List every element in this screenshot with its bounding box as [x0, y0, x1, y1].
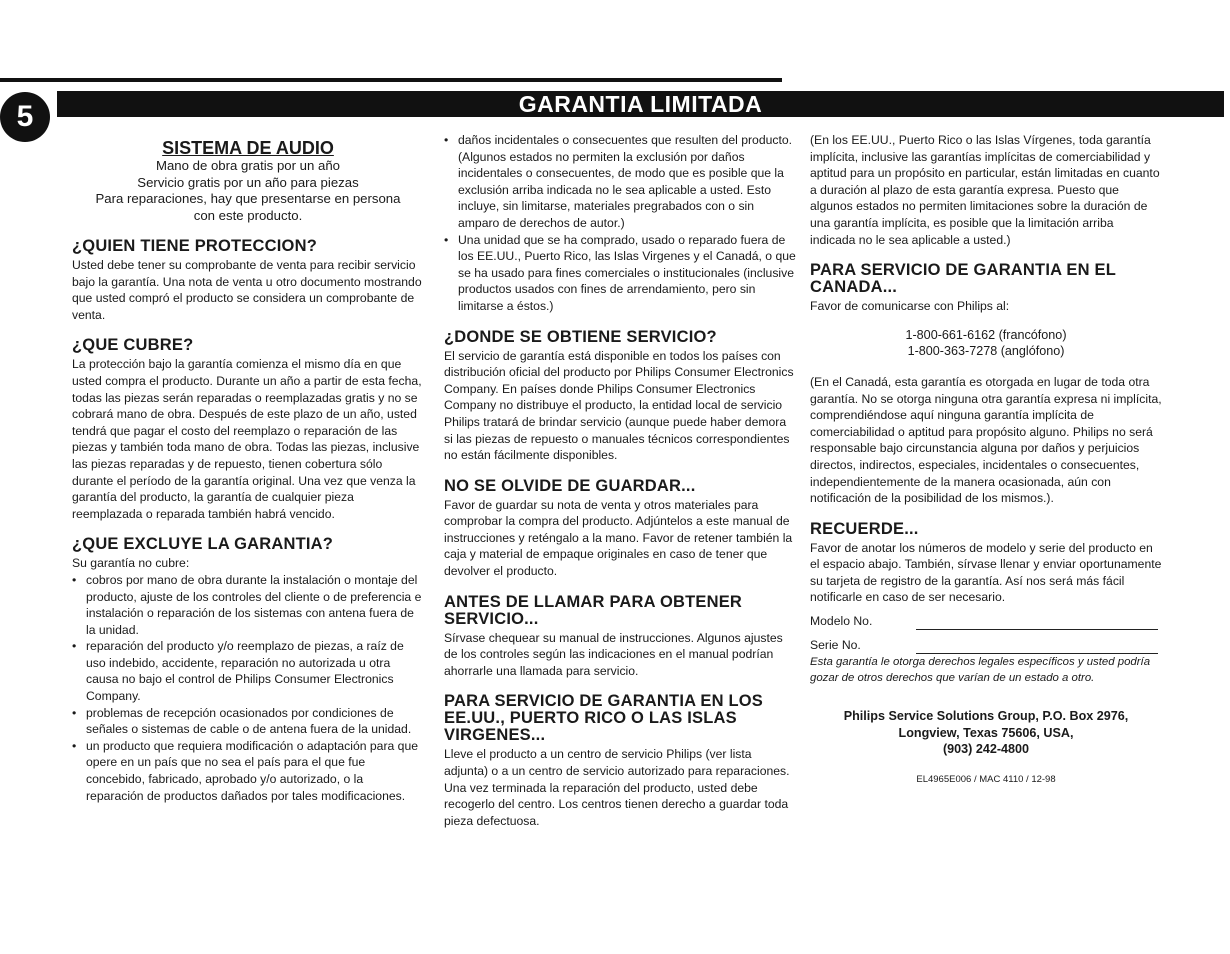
- address-line: Philips Service Solutions Group, P.O. Box 2976,: [843, 709, 1129, 724]
- section-number-badge: 5: [0, 92, 50, 142]
- summary-line: Servicio gratis por un año para piezas: [137, 174, 359, 190]
- serial-label: Serie No.: [810, 638, 861, 653]
- summary-line: con este producto.: [193, 207, 303, 223]
- save-heading: NO SE OLVIDE DE GUARDAR...: [444, 476, 696, 495]
- column-left: [72, 132, 424, 804]
- model-number-row: [810, 612, 1162, 630]
- service-address: [810, 708, 1162, 758]
- remember-text: Favor de anotar los números de modelo y serie del producto en el espacio abajo. También, sírvase llenar y enviar oportunamente su tarjeta de registro de la garantía. Así nos será más fácil notificarle en caso de ser necesario.: [810, 540, 1162, 605]
- document-code: EL4965E006 / MAC 4110 / 12-98: [916, 773, 1056, 785]
- implied-warranty-text: (En los EE.UU., Puerto Rico o las Islas Vírgenes, toda garantía implícita, inclusive las garantías implícitas de comerciabilidad y aptitud para un propósito en particular, están limitadas en cuanto a duración al plazo de esta garantía expresa. Puesto que algunos estados no permiten limitaciones sobre la duración de una garantía implícita, es posible que la limitación arriba indicada no le sea aplicable a usted.): [810, 133, 1160, 247]
- excludes-heading: ¿QUE EXCLUYE LA GARANTIA?: [72, 535, 334, 554]
- where-text: El servicio de garantía está disponible en todos los países con distribución oficial del producto por Philips Consumer Electronics Company. En países donde Philips Consumer Electronics Company no distribuye el producto, la entidad local de servicio Philips tratará de brindar servicio (aunque puede haber demora si las piezas de repuesto o manuales técnicos correspondientes no están fácilmente disponibles.: [444, 348, 794, 463]
- list-item: • cobros por mano de obra durante la instalación o montaje del producto, ajuste de los controles del cliente o de preferencia e instalación o reparación de los sistemas con antena fuera de la unidad.: [72, 572, 424, 638]
- who-text: Usted debe tener su comprobante de venta para recibir servicio bajo la garantía. Una nota de venta u otro documento mostrando que usted compró el producto se considera un comprobante de venta.: [72, 258, 422, 322]
- legal-rights-note: Esta garantía le otorga derechos legales específicos y usted podría gozar de otros derechos que varían de un estado a otro.: [810, 656, 1151, 685]
- before-heading: ANTES DE LLAMAR PARA OBTENER SERVICIO...: [444, 592, 743, 628]
- page-title: GARANTIA LIMITADA: [57, 91, 1224, 117]
- remember-heading: RECUERDE...: [810, 519, 919, 538]
- canada-heading: PARA SERVICIO DE GARANTIA EN EL CANADA...: [810, 261, 1116, 297]
- list-item: • reparación del producto y/o reemplazo de piezas, a raíz de uso indebido, accidente, reparación no autorizada u otra causa no bajo el control de Philips Consumer Electronics Company.: [72, 638, 424, 704]
- covers-heading: ¿QUE CUBRE?: [72, 336, 194, 355]
- us-service-heading: PARA SERVICIO DE GARANTIA EN LOS EE.UU., PUERTO RICO O LAS ISLAS VIRGENES...: [444, 692, 764, 745]
- excludes-list: [72, 572, 424, 804]
- where-heading: ¿DONDE SE OBTIENE SERVICIO?: [444, 327, 717, 346]
- excludes-intro: Su garantía no cubre:: [72, 556, 190, 571]
- save-text: Favor de guardar su nota de venta y otros materiales para comprobar la compra del producto. Adjúntelos a este manual de instrucciones y reténgalo a la mano. Favor de retener también la caja y material de empaque originales en caso de tener que devolver el producto.: [444, 497, 793, 579]
- canada-intro: Favor de comunicarse con Philips al:: [810, 299, 1010, 314]
- phone-english: 1-800-363-7278 (anglófono): [907, 344, 1065, 359]
- serial-number-line: [916, 641, 1158, 654]
- list-item: • problemas de recepción ocasionados por condiciones de señales o sistemas de cable o de antena fuera de la unidad.: [72, 705, 424, 738]
- serial-number-row: [810, 636, 1162, 654]
- phone-french: 1-800-661-6162 (francófono): [905, 327, 1067, 342]
- phone-numbers: [810, 327, 1162, 360]
- model-label: Modelo No.: [810, 614, 873, 629]
- us-service-text: Lleve el producto a un centro de servicio Philips (ver lista adjunta) o a un centro de servicio autorizado para reparaciones. Una vez terminada la reparación del producto, usted debe recogerlo del centro. Los centros tienen derecho a guardar toda pieza defectuosa.: [444, 747, 790, 828]
- covers-text: La protección bajo la garantía comienza el mismo día en que usted compra el producto. Durante un año a partir de esta fecha, todas las piezas serán reparadas o reemplazadas gratis y no se cobrará mano de obra. Después de este plazo de un año, usted tendrá que pagar el costo del reemplazo o reparación de las piezas y también toda mano de obra. Todas las piezas, inclusive las piezas reparadas y de repuesto, tienen cobertura sólo durante el período de la garantía original. Una vez que venza la garantía del producto, la garantía de cualquier pieza reemplazada o reparada también habrá vencido.: [72, 357, 422, 521]
- excludes-list-continued: [444, 132, 796, 315]
- model-number-line: [916, 617, 1158, 630]
- column-right: [810, 132, 1162, 788]
- system-title: SISTEMA DE AUDIO: [162, 138, 334, 158]
- list-item: • Una unidad que se ha comprado, usado o reparado fuera de los EE.UU., Puerto Rico, las Islas Virgenes y el Canadá, o que se ha usado para fines comerciales o institucionales (inclusive productos usados con fines de arrendamiento, pero sin limitarse a éstos.): [444, 232, 796, 315]
- summary-line: Para reparaciones, hay que presentarse en persona: [95, 191, 401, 206]
- system-summary: [72, 158, 424, 224]
- address-line: Longview, Texas 75606, USA,: [898, 725, 1074, 740]
- summary-line: Mano de obra gratis por un año: [155, 158, 340, 173]
- who-heading: ¿QUIEN TIENE PROTECCION?: [72, 237, 317, 255]
- before-text: Sírvase chequear su manual de instrucciones. Algunos ajustes de los controles según las indicaciones en el manual podrían ahorrarle una llamada para servicio.: [444, 630, 783, 678]
- list-item: • daños incidentales o consecuentes que resulten del producto. (Algunos estados no permiten la exclusión por daños incidentales o consecuentes, de modo que es posible que la exclusión arriba indicada no le sea aplicable a usted. Esto incluye, sin limitarse, materiales pregrabados con o sin amparo de derechos de autor.): [444, 132, 796, 232]
- column-middle: [444, 132, 796, 829]
- address-line: (903) 242-4800: [942, 742, 1030, 757]
- list-item: • un producto que requiera modificación o adaptación para que opere en un país que no sea el país para el que fue concebido, fabricado, aprobado y/o autorizado, o la reparación de productos dañados por tales modificaciones.: [72, 738, 424, 804]
- canada-text: (En el Canadá, esta garantía es otorgada en lugar de toda otra garantía. No se otorga ninguna otra garantía expresa ni implícita, comprendiéndose aquí ninguna garantía implícita de comerciabilidad o aptitud para propósito alguno. Philips no será responsable bajo circunstancia alguna por daños y perjuicios directos, indirectos, especiales, incidentales o consecuentes, independientemente de la manera ocasionada, aún con notificación de la posibilidad de los mismos.).: [810, 374, 1162, 506]
- top-rule: [0, 78, 782, 82]
